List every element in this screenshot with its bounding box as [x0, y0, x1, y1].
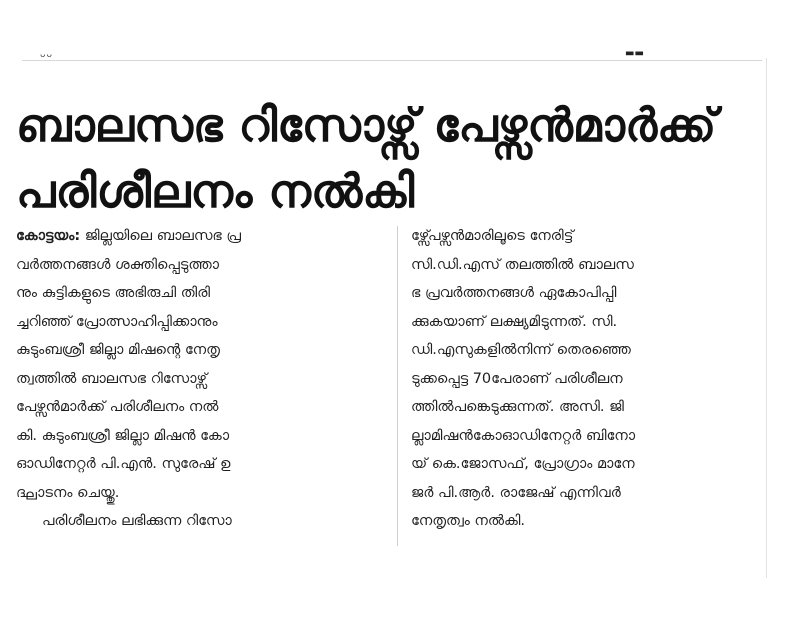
article-line: ടുക്കപ്പെട്ട 70പേരാണ് പരിശീലന: [411, 370, 623, 387]
article-line: യ് കെ.ജോസഫ്, പ്രോഗ്രാം മാനേ: [411, 456, 635, 472]
article-line: ത്വത്തിൽ ബാലസഭ റിസോഴ്സ്: [16, 370, 208, 387]
article-body: [16, 222, 756, 562]
article-line: ച്ചറിഞ്ഞ് പ്രോത്സാഹിപ്പിക്കാനും: [16, 313, 218, 330]
column-divider: [397, 226, 398, 546]
article-line: ക്കുകയാണ് ലക്ഷ്യമിടുന്നത്. സി.: [411, 313, 618, 330]
article-line: കുടുംബശ്രീ ജില്ലാ മിഷന്റെ നേതൃ: [16, 342, 220, 358]
article-line: കി. കുടുംബശ്രീ ജില്ലാ മിഷൻ കോ: [16, 427, 230, 444]
article-line: ഡി.എസുകളിൽനിന്ന് തെരഞ്ഞെ: [411, 342, 631, 358]
top-rule: [22, 60, 762, 61]
article-line: നേതൃത്വം നൽകി.: [411, 513, 526, 529]
headline: [16, 92, 756, 224]
article-line: സി.ഡി.എസ് തലത്തിൽ ബാലസ: [411, 256, 634, 273]
headline-line-2: പരിശീലനം നൽകി: [16, 164, 415, 218]
article-line: ദ്ഘാടനം ചെയ്തു.: [16, 484, 120, 501]
dateline: കോട്ടയം:: [16, 228, 81, 244]
article-line: നും കുട്ടികളുടെ അഭിരുചി തിരി: [16, 285, 211, 301]
article-line: വർത്തനങ്ങൾ ശക്തിപ്പെടുത്താ: [16, 256, 219, 273]
article-line: ല്ലാമിഷൻകോഓഡിനേറ്റർ ബിനോ: [411, 427, 636, 444]
article-line: പരിശീലനം ലഭിക്കുന്ന റിസോ: [42, 513, 232, 529]
article-line: ജർ പി.ആർ. രാജേഷ് എന്നിവർ: [411, 484, 621, 501]
page-marker-left: ᴗᴗ: [40, 50, 54, 60]
page-marker-right: ▬▬: [625, 48, 644, 59]
article-line: ഭ പ്രവർത്തനങ്ങൾ ഏകോപിപ്പി: [411, 285, 617, 301]
article-line-text: ജില്ലയിലെ ബാലസഭ പ്ര: [80, 228, 241, 244]
article-line: പേഴ്സൻമാർക്ക് പരിശീലനം നൽ: [16, 399, 219, 415]
article-right-column: [411, 222, 783, 536]
article-line: ത്തിൽപങ്കെടുക്കുന്നത്. അസി. ജി: [411, 399, 624, 415]
article-line: ഴ്സ്പേഴ്സൻമാരിലൂടെ നേരിട്ട്: [411, 228, 574, 244]
article-line: ഓഡിനേറ്റർ പി.എൻ. സുരേഷ് ഉ: [16, 456, 231, 472]
article-line: [16, 222, 388, 251]
headline-line-1: ബാലസഭ റിസോഴ്സ് പേഴ്സൻമാർക്ക്: [16, 98, 717, 152]
article-left-column: [16, 222, 388, 536]
